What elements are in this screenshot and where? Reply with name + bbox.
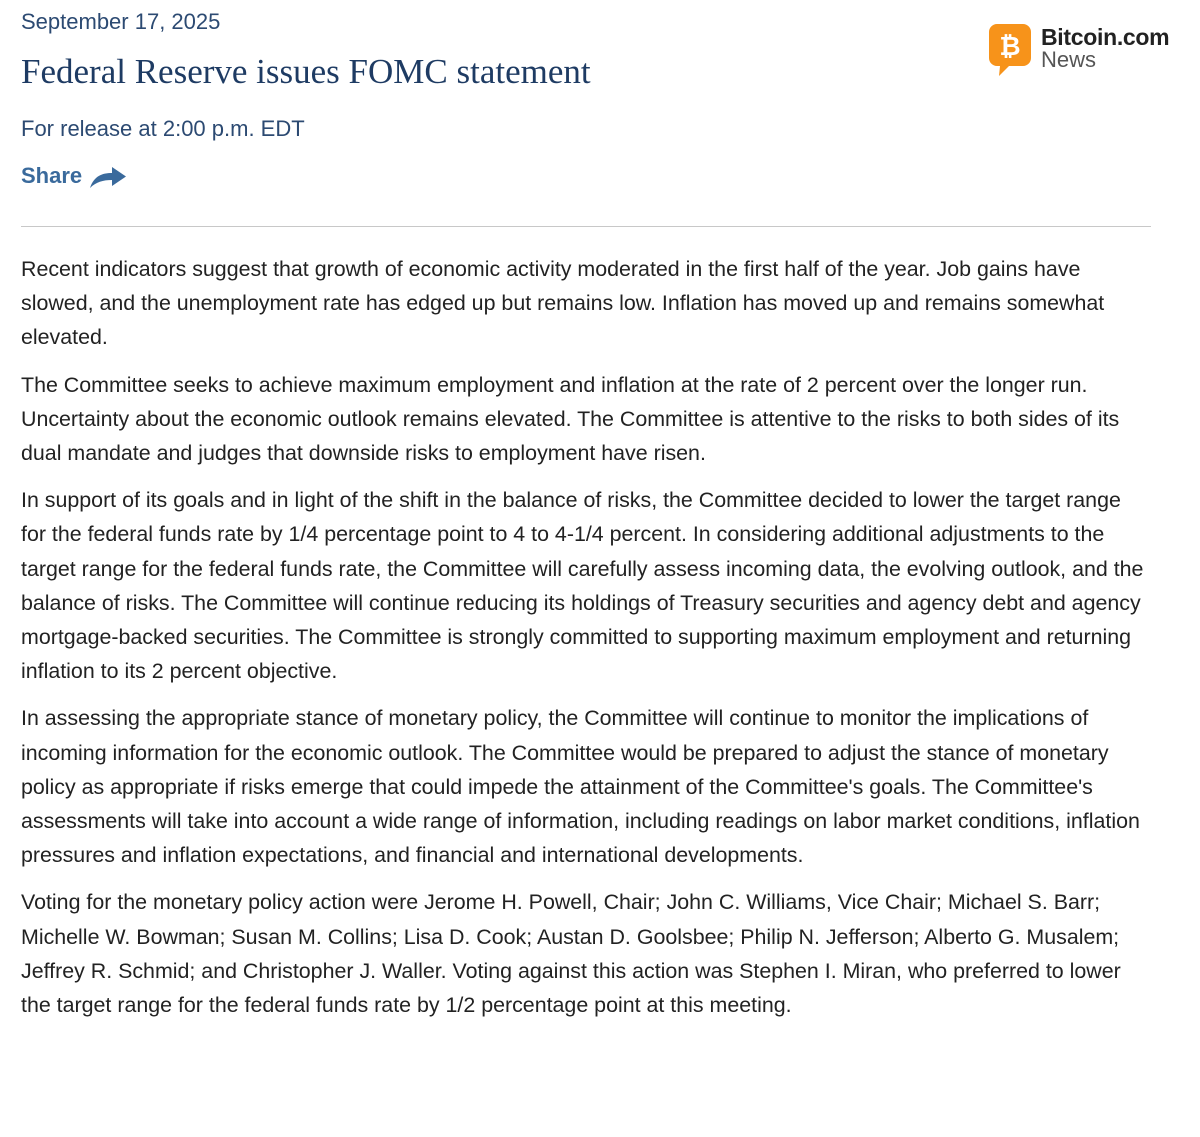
share-arrow-icon [88, 164, 128, 190]
paragraph: In assessing the appropriate stance of monetary policy, the Committee will continue to monitor the implications of incoming information for the economic outlook. The Committee would be prepared to adjust the stance of monetary policy as appropriate if risks emerge that could impede the attainment of the Committee's goals. The Committee's assessments will take into account a wide range of information, including readings on labor market conditions, inflation pressures and inflation expectations, and financial and international developments. [21, 706, 1140, 868]
release-time: For release at 2:00 p.m. EDT [21, 116, 305, 141]
paragraph: The Committee seeks to achieve maximum employment and inflation at the rate of 2 percent over the longer run. Uncertainty about the economic outlook remains elevated. The Committee is attentive to the risks to both sides of its dual mandate and judges that downside risks to employment have risen. [21, 372, 1120, 466]
bitcoin-logo-icon [989, 24, 1031, 76]
paragraph: Recent indicators suggest that growth of economic activity moderated in the first half of the year. Job gains have slowed, and the unemployment rate has edged up but remains low. Inflation has moved up and remains somewhat elevated. [21, 257, 1105, 350]
paragraph: In support of its goals and in light of the shift in the balance of risks, the Committee decided to lower the target range for the federal funds rate by 1/4 percentage point to 4 to 4-1/4 percent. In considering additional adjustments to the target range for the federal funds rate, the Committee will carefully assess incoming data, the evolving outlook, and the balance of risks. The Committee will continue reducing its holdings of Treasury securities and agency debt and agency mortgage-backed securities. The Committee is strongly committed to supporting maximum employment and returning inflation to its 2 percent objective. [21, 488, 1144, 684]
logo-brand: Bitcoin.com [1041, 24, 1170, 50]
paragraph: Voting for the monetary policy action were Jerome H. Powell, Chair; John C. Williams, Vice Chair; Michael S. Barr; Michelle W. Bowman; Susan M. Collins; Lisa D. Cook; Austan D. Goolsbee; Philip N. Jefferson; Alberto G. Musalem; Jeffrey R. Schmid; and Christopher J. Waller. Voting against this action was Stephen I. Miran, who preferred to lower the target range for the federal funds rate by 1/2 percentage point at this meeting. [21, 890, 1121, 1018]
statement-body [21, 252, 1151, 1035]
svg-text:₿: ₿ [999, 31, 1021, 61]
share-label: Share [21, 163, 83, 188]
header-divider [21, 226, 1151, 227]
page-title: Federal Reserve issues FOMC statement [21, 52, 591, 91]
share-button[interactable] [21, 162, 128, 190]
release-date: September 17, 2025 [21, 9, 221, 34]
bitcoin-news-logo [989, 24, 1169, 76]
logo-sub: News [1041, 47, 1097, 72]
